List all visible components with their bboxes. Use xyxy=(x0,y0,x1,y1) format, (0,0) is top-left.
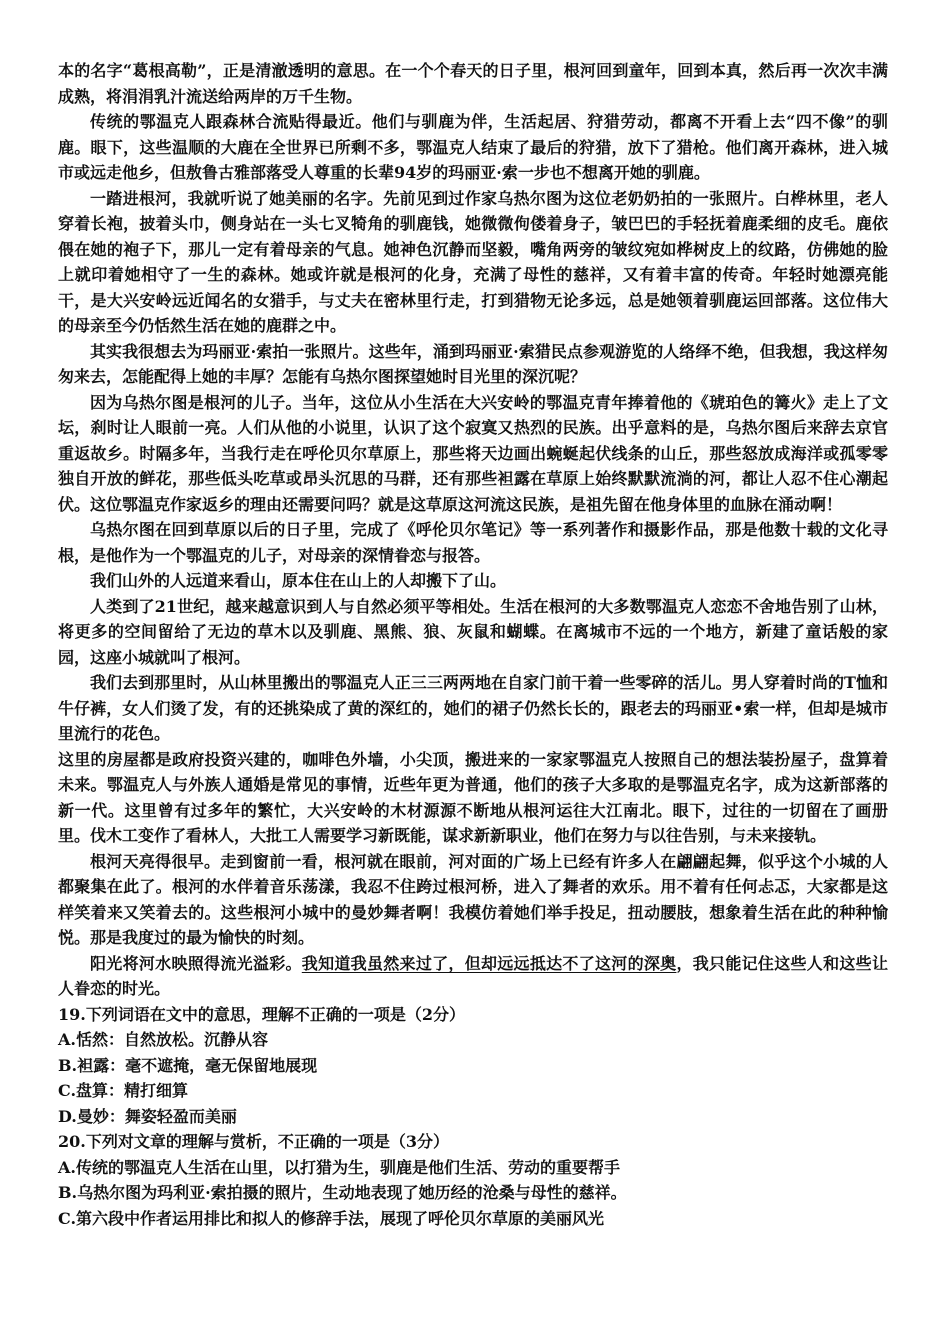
paragraph-12 xyxy=(58,951,888,1002)
paragraph-2: 传统的鄂温克人跟森林合流贴得最近。他们与驯鹿为伴，生活起居、狩猎劳动，都离不开看上去“四不像”的驯鹿。眼下，这些温顺的大鹿在全世界已所剩不多，鄂温克人结束了最后的狩猎，放下了猎枪。他们离开森林，进入城市或远走他乡，但敖鲁古雅部落受人尊重的长辈94岁的玛丽亚·索一步也不想离开她的驯鹿。 xyxy=(58,112,888,182)
question-19-option-c: C.盘算：精打细算 xyxy=(58,1081,189,1100)
paragraph-11: 根河天亮得很早。走到窗前一看，根河就在眼前，河对面的广场上已经有许多人在翩翩起舞，似乎这个小城的人都聚集在此了。根河的水伴着音乐荡漾，我忍不住跨过根河桥，进入了舞者的欢乐。用不着有任何忐忑，大家都是这样笑着来又笑着去的。这些根河小城中的曼妙舞者啊！我模仿着她们举手投足，扭动腰肢，想象着生活在此的种种愉悦。那是我度过的最为愉快的时刻。 xyxy=(58,851,888,947)
paragraph-5: 因为乌热尔图是根河的儿子。当年，这位从小生活在大兴安岭的鄂温克青年捧着他的《琥珀色的篝火》走上了文坛，刹时让人眼前一亮。人们从他的小说里，认识了这个寂寞又热烈的民族。出乎意料的是，乌热尔图后来辞去京官重返故乡。时隔多年，当我行走在呼伦贝尔草原上，那些将天边画出蜿蜒起伏线条的山丘，那些怒放成海洋或孤零零独自开放的鲜花，那些低头吃草或昂头沉思的马群，还有那些袒露在草原上始终默默流淌的河，都让人忍不住心潮起伏。这位鄂温克作家返乡的理由还需要问吗？就是这草原这河流这民族，是祖先留在他身体里的血脉在涌动啊！ xyxy=(58,392,888,514)
paragraph-3: 一踏进根河，我就听说了她美丽的名字。先前见到过作家乌热尔图为这位老奶奶拍的一张照片。白桦林里，老人穿着长袍，披着头巾，侧身站在一头七叉犄角的驯鹿钱，她微微佝偻着身子，皱巴巴的手轻抚着鹿柔细的皮毛。鹿依偎在她的袍子下，那儿一定有着母亲的气息。她神色沉静而坚毅，嘴角两旁的皱纹宛如桦树皮上的纹路，仿佛她的脸上就印着她相守了一生的森林。她或许就是根河的化身，充满了母性的慈祥，又有着丰富的传奇。年轻时她漂亮能干，是大兴安岭远近闻名的女猎手，与丈夫在密林里行走，打到猎物无论多远，总是她领着驯鹿运回部落。这位伟大的母亲至今仍恬然生活在她的鹿群之中。 xyxy=(58,188,888,335)
paragraph-10: 这里的房屋都是政府投资兴建的，咖啡色外墙，小尖顶，搬进来的一家家鄂温克人按照自己的想法装扮屋子，盘算着未来。鄂温克人与外族人通婚是常见的事情，近些年更为普通，他们的孩子大多取的是鄂温克名字，成为这新部落的新一代。这里曾有过多年的繁忙，大兴安岭的木材源源不断地从根河运往大江南北。眼下，过往的一切留在了画册里。伐木工变作了看林人，大批工人需要学习新既能，谋求新新职业，他们在努力与以往告别，与未来接轨。 xyxy=(58,749,888,845)
question-20-option-c: C.第六段中作者运用排比和拟人的修辞手法，展现了呼伦贝尔草原的美丽风光 xyxy=(58,1208,605,1228)
paragraph-6: 乌热尔图在回到草原以后的日子里，完成了《呼伦贝尔笔记》等一系列著作和摄影作品，那是他数十载的文化寻根，是他作为一个鄂温克的儿子，对母亲的深情眷恋与报答。 xyxy=(58,520,888,565)
paragraph-12-end: ，我只能记住这些人和这些让人眷恋的时光。 xyxy=(58,953,888,998)
paragraph-4: 其实我很想去为玛丽亚·索拍一张照片。这些年，涌到玛丽亚·索猎民点参观游览的人络绎不绝，但我想，我这样匆匆来去，怎能配得上她的丰厚？怎能有乌热尔图探望她时目光里的深沉呢？ xyxy=(58,341,888,386)
question-19-title: 19.下列词语在文中的意思，理解不正确的一项是（2分） xyxy=(58,1004,465,1024)
paragraph-12-start: 阳光将河水映照得流光溢彩。 xyxy=(90,953,302,973)
question-20-option-a: A.传统的鄂温克人生活在山里，以打猎为生，驯鹿是他们生活、劳动的重要帮手 xyxy=(58,1157,620,1177)
underlined-sentence: 我知道我虽然来过了，但却远远抵达不了这河的深奥 xyxy=(301,953,677,973)
question-19-option-a: A.恬然：自然放松。沉静从容 xyxy=(58,1030,268,1049)
question-19-option-d: D.曼妙：舞姿轻盈而美丽 xyxy=(58,1106,237,1126)
question-19-option-b: B.袒露：毫不遮掩，毫无保留地展现 xyxy=(58,1055,318,1075)
paragraph-1: 本的名字“葛根高勒”，正是清澈透明的意思。在一个个春天的日子里，根河回到童年，回到本真，然后再一次次丰满成熟，将涓涓乳汁流送给两岸的万千生物。 xyxy=(58,61,888,106)
paragraph-8: 人类到了21世纪，越来越意识到人与自然必须平等相处。生活在根河的大多数鄂温克人恋恋不舍地告别了山林，将更多的空间留给了无边的草木以及驯鹿、黑熊、狼、灰鼠和蝴蝶。在离城市不远的一个地方，新建了童话般的家园，这座小城就叫了根河。 xyxy=(58,596,888,667)
paragraph-9: 我们去到那里时，从山林里搬出的鄂温克人正三三两两地在自家门前干着一些零碎的活儿。男人穿着时尚的T恤和牛仔裤，女人们烫了发，有的还挑染成了黄的深红的，她们的裙子仍然长长的，跟老去的玛丽亚•索一样，但却是城市里流行的花色。 xyxy=(58,673,888,743)
question-20-title: 20.下列对文章的理解与赏析，不正确的一项是（3分） xyxy=(58,1132,449,1151)
document-page xyxy=(58,58,888,1231)
question-19 xyxy=(58,1002,888,1130)
question-20 xyxy=(58,1129,888,1231)
paragraph-7: 我们山外的人远道来看山，原本住在山上的人却搬下了山。 xyxy=(90,571,507,590)
question-20-option-b: B.乌热尔图为玛利亚·索拍摄的照片，生动地表现了她历经的沧桑与母性的慈祥。 xyxy=(58,1183,627,1202)
